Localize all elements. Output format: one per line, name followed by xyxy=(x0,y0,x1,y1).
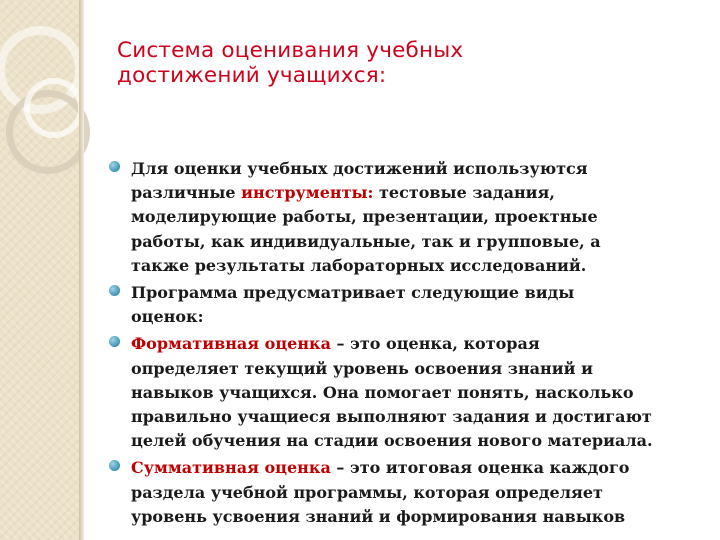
text-line: Программа предусматривает следующие виды xyxy=(131,283,575,303)
highlight-text: Суммативная оценка xyxy=(131,458,331,478)
bullet-icon xyxy=(109,336,120,347)
text-line: Для оценки учебных достижений используются xyxy=(131,159,588,178)
text-run: тестовые задания, xyxy=(373,183,555,203)
text-run: – это итоговая оценка каждого xyxy=(330,458,630,478)
bullet-icon xyxy=(109,161,120,172)
text-line: уровень усвоения знаний и формирования навыков xyxy=(131,506,626,526)
text-run: – это оценка, которая xyxy=(330,334,540,354)
text-line xyxy=(131,332,682,356)
bullet-icon xyxy=(109,285,120,296)
text-line: работы, как индивидуальные, так и групповые, а xyxy=(131,231,601,251)
list-item xyxy=(107,332,682,453)
sidebar-edge xyxy=(79,0,84,540)
bullet-icon xyxy=(109,460,120,471)
title-line: достижений учащихся: xyxy=(117,63,387,88)
text-line: моделирующие работы, презентации, проектные xyxy=(131,207,598,227)
text-line: правильно учащиеся выполняют задания и достигают xyxy=(131,407,652,427)
decorative-ring xyxy=(24,78,84,138)
list-item xyxy=(107,281,682,329)
highlight-text: инструменты: xyxy=(241,183,374,203)
text-line: оценок: xyxy=(131,307,204,327)
text-line: раздела учебной программы, которая определяет xyxy=(131,482,603,502)
slide-title xyxy=(117,38,657,88)
text-line: целей обучения на стадии освоения нового материала. xyxy=(131,431,653,451)
decorative-sidebar xyxy=(0,0,79,540)
list-item xyxy=(107,456,682,529)
text-line: определяет текущий уровень освоения знаний и xyxy=(131,358,593,378)
text-run: различные xyxy=(131,183,242,203)
highlight-text: Формативная оценка xyxy=(131,334,331,354)
bullet-list xyxy=(107,157,682,529)
title-line: Система оценивания учебных xyxy=(117,38,464,63)
list-item xyxy=(107,157,682,278)
text-line: также результаты лабораторных исследований. xyxy=(131,255,587,275)
text-line xyxy=(131,181,682,205)
text-line: навыков учащихся. Она помогает понять, насколько xyxy=(131,382,634,402)
text-line xyxy=(131,456,682,480)
